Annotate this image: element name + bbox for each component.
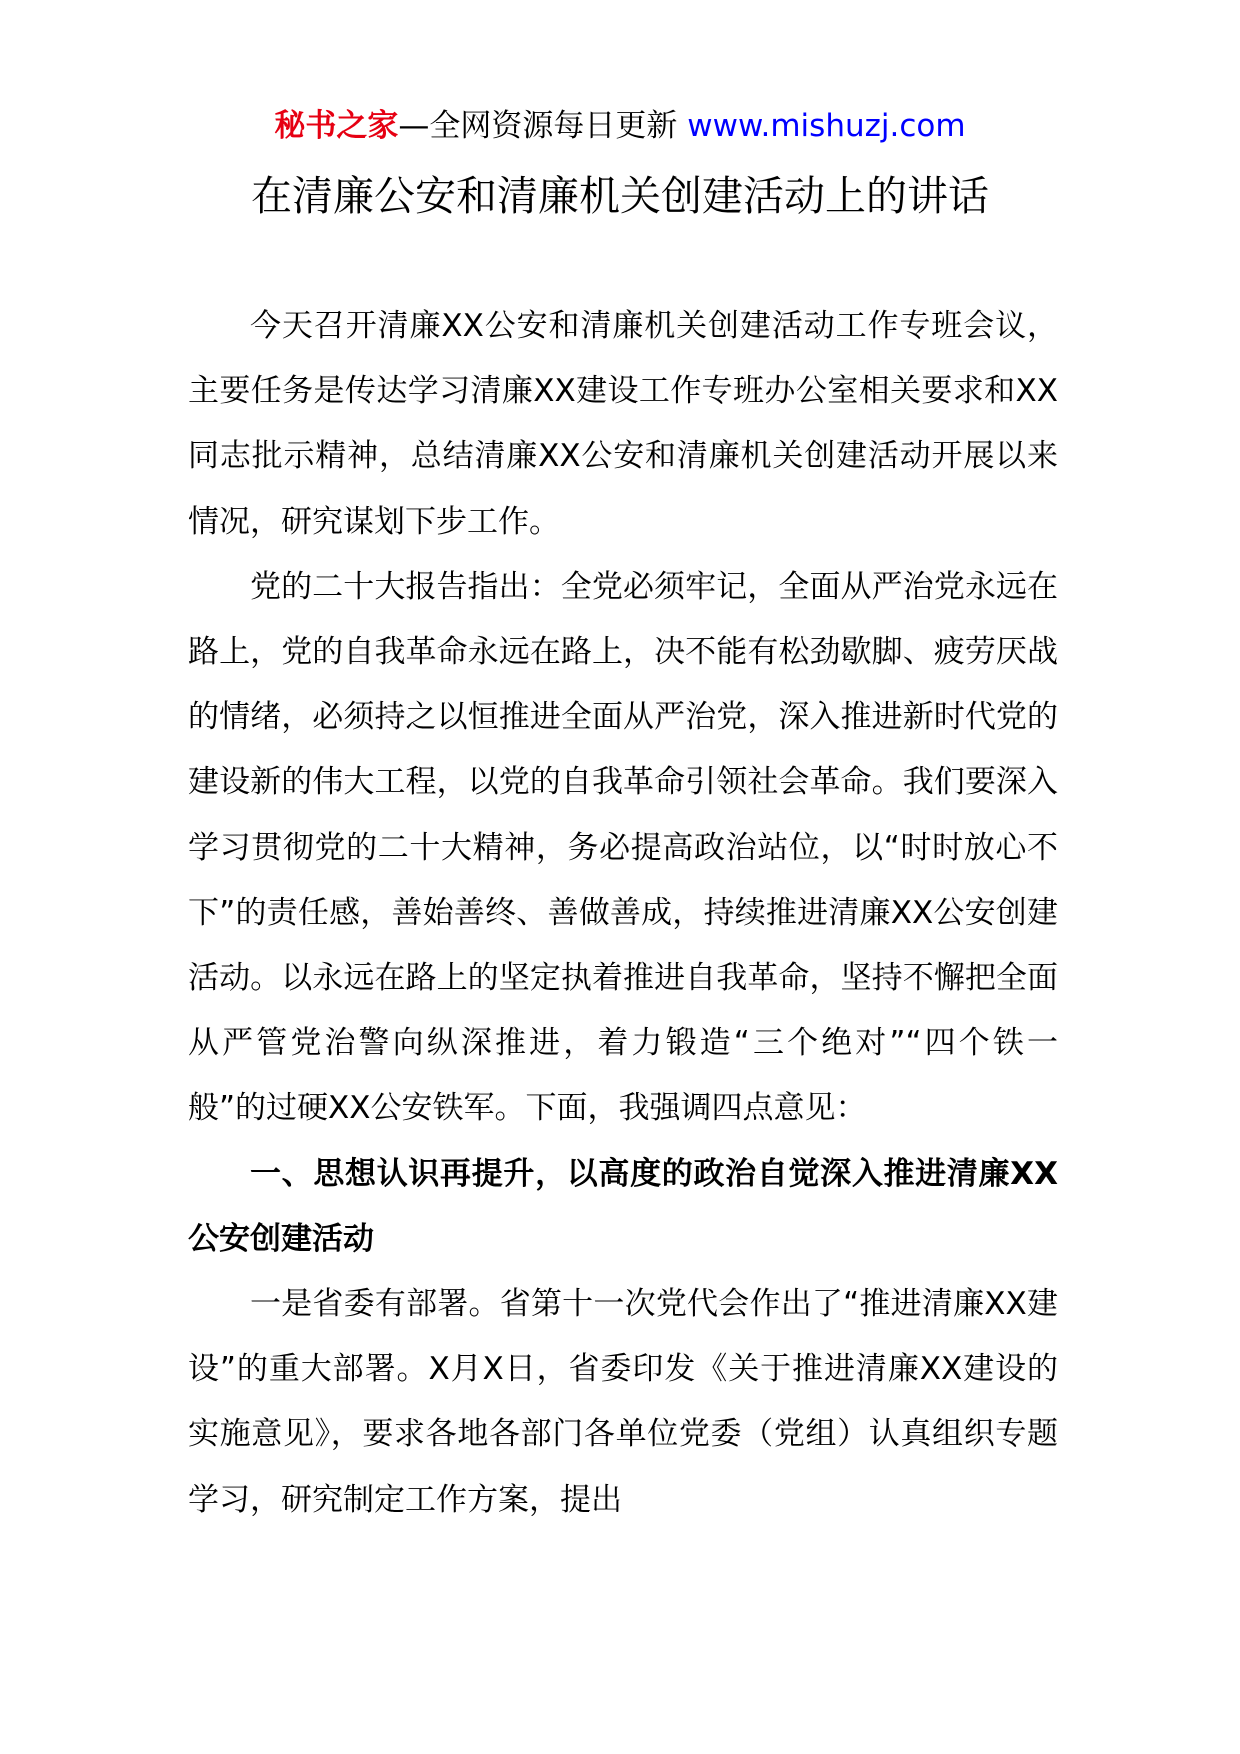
paragraph-deployment: 一是省委有部署。省第十一次党代会作出了“推进清廉XX建设”的重大部署。X月X日，省委印发《关于推进清廉XX建设的实施意见》，要求各地各部门各单位党委（党组）认真组织专题学习，研究制定工作方案，提出	[188, 1286, 1058, 1518]
site-tagline: —全网资源每日更新	[398, 108, 688, 144]
document-body	[188, 294, 1058, 1533]
paragraph-report: 党的二十大报告指出：全党必须牢记，全面从严治党永远在路上，党的自我革命永远在路上，决不能有松劲歇脚、疲劳厌战的情绪，必须持之以恒推进全面从严治党，深入推进新时代党的建设新的伟大工程，以党的自我革命引领社会革命。我们要深入学习贯彻党的二十大精神，务必提高政治站位，以“时时放心不下”的责任感，善始善终、善做善成，持续推进清廉XX公安创建活动。以永远在路上的坚定执着推进自我革命，坚持不懈把全面从严管党治警向纵深推进，着力锻造“三个绝对”“四个铁一般”的过硬XX公安铁军。下面，我强调四点意见：	[188, 568, 1058, 1127]
paragraph-intro: 今天召开清廉XX公安和清廉机关创建活动工作专班会议，主要任务是传达学习清廉XX建设工作专班办公室相关要求和XX同志批示精神，总结清廉XX公安和清廉机关创建活动开展以来情况，研究谋划下步工作。	[188, 308, 1058, 540]
site-brand: 秘书之家	[274, 108, 399, 144]
site-header	[0, 104, 1240, 148]
document-title: 在清廉公安和清廉机关创建活动上的讲话	[251, 172, 989, 220]
site-url[interactable]: www.mishuzj.com	[687, 108, 966, 144]
section-heading-1: 一、思想认识再提升，以高度的政治自觉深入推进清廉XX公安创建活动	[188, 1155, 1058, 1257]
